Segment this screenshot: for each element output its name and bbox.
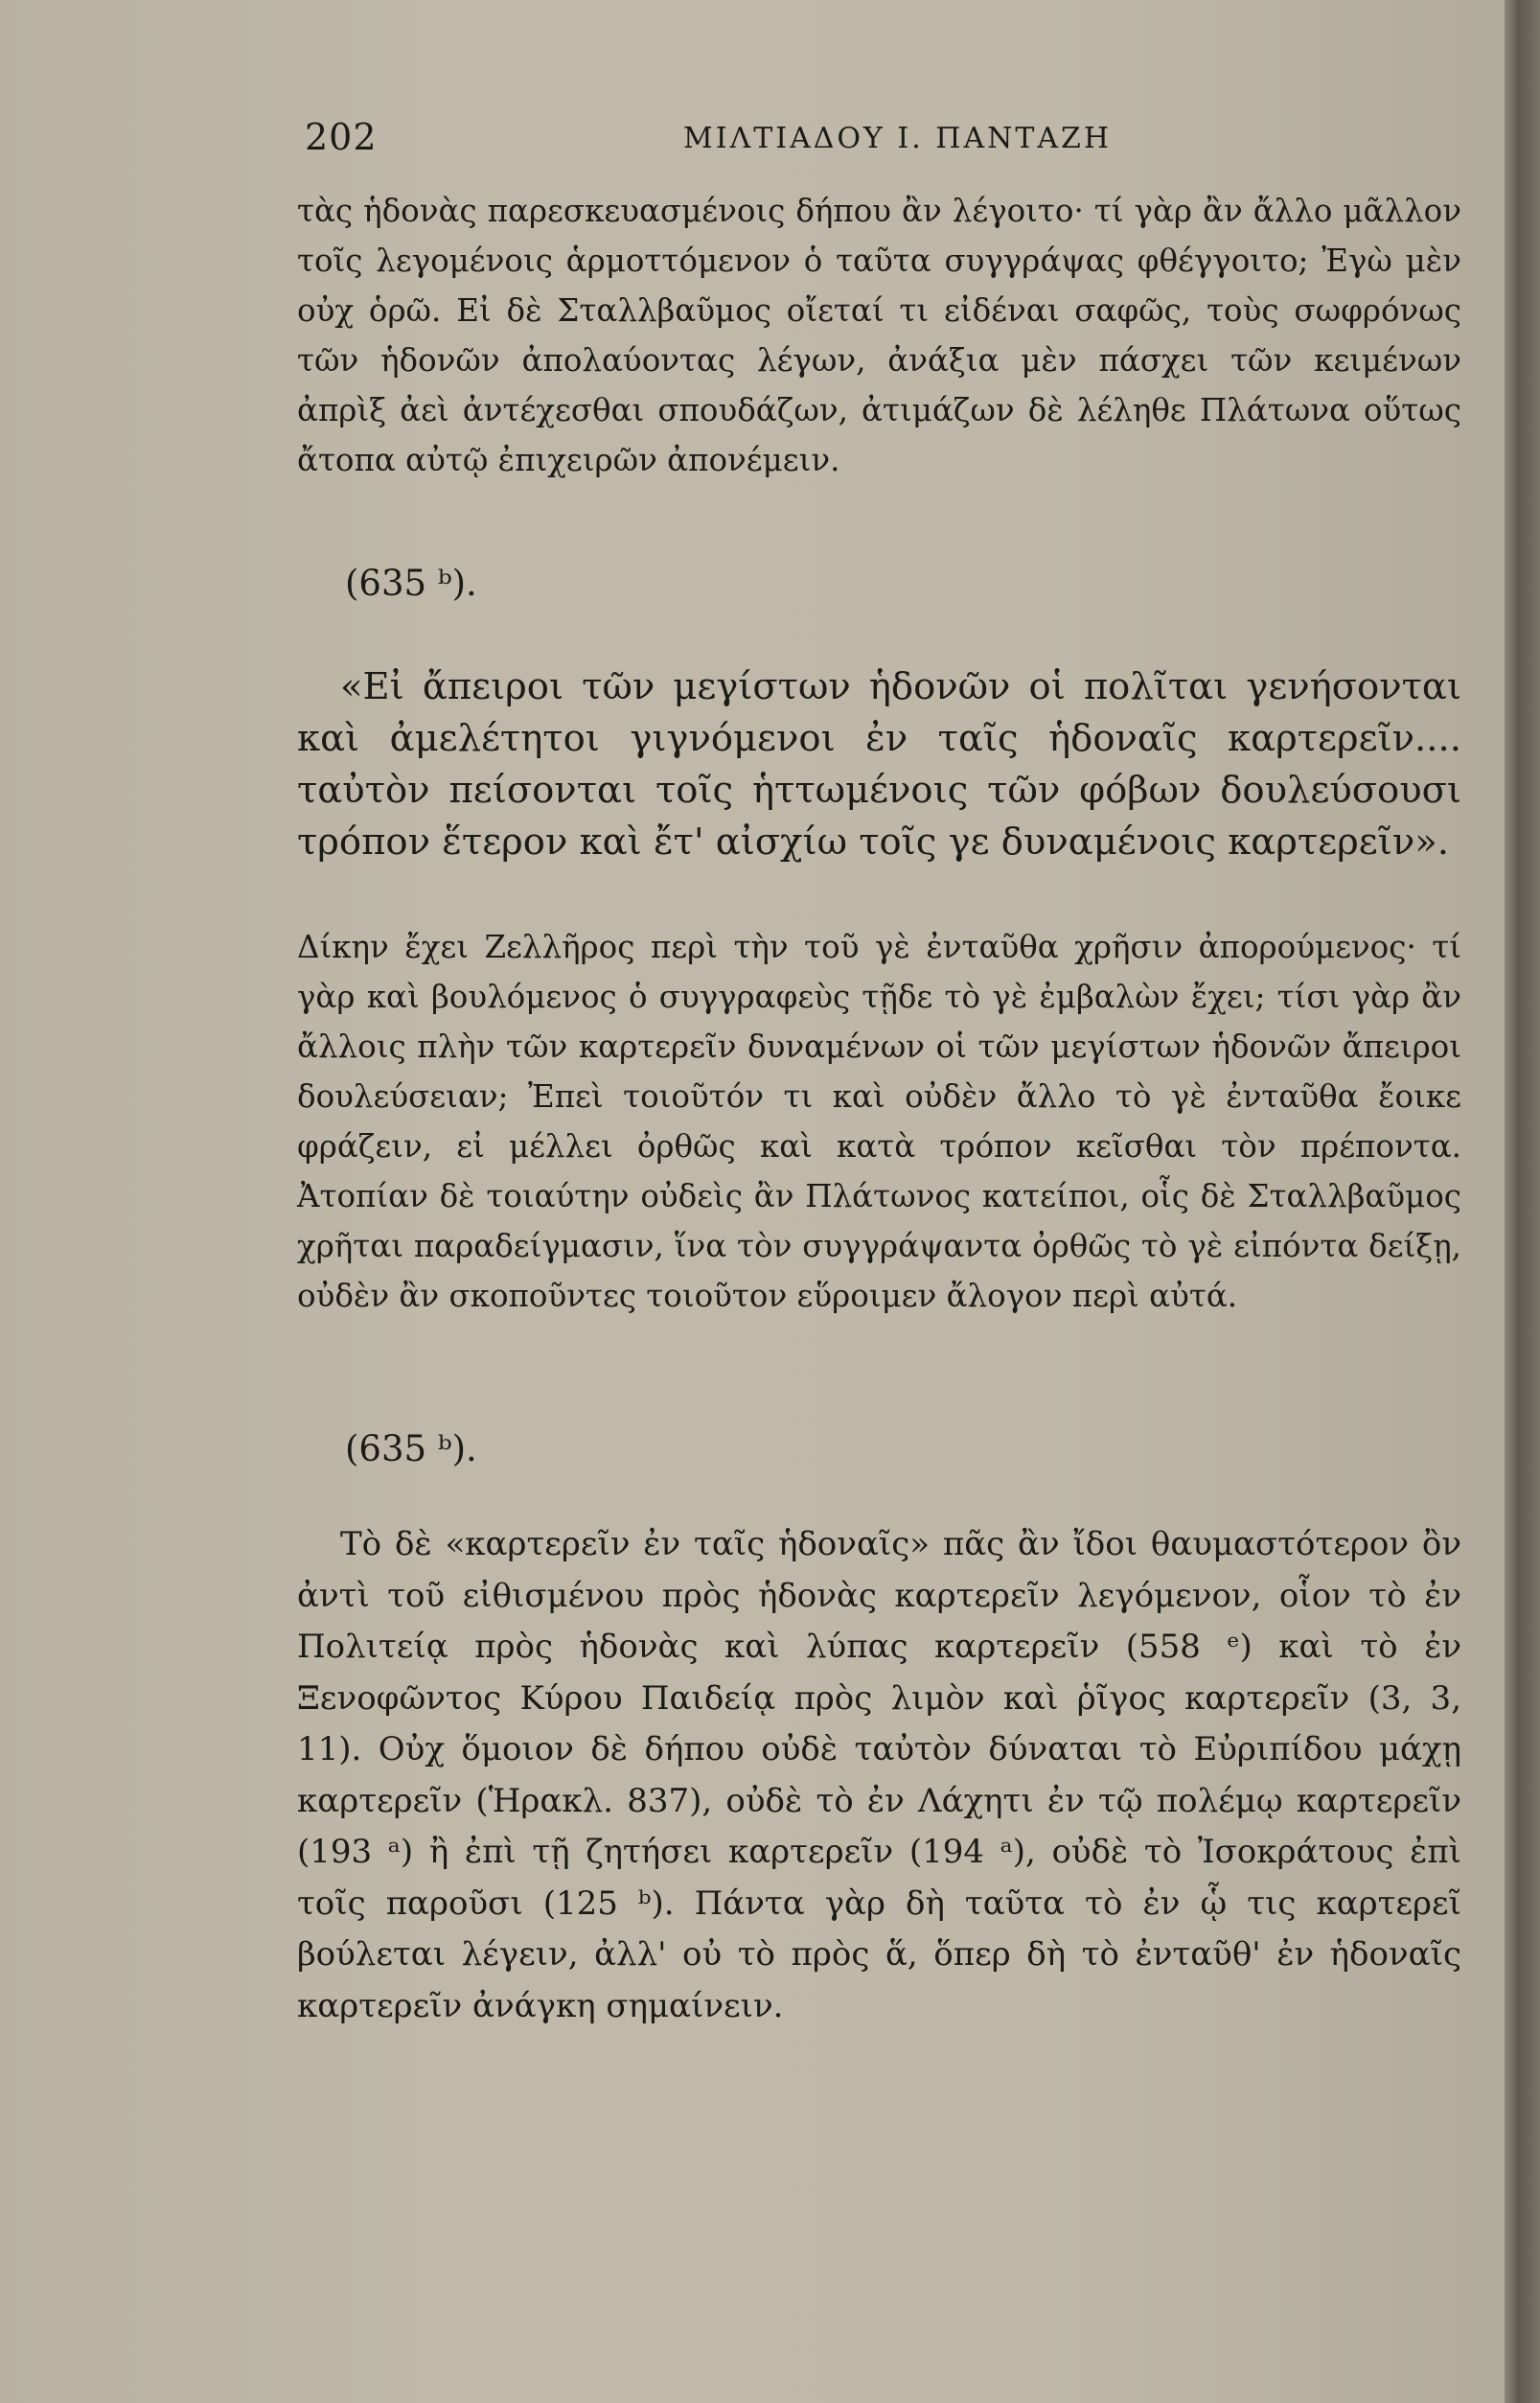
page-edge-shadow — [1505, 0, 1540, 2403]
page-number: 202 — [305, 116, 378, 158]
reference-1: (635 ᵇ). — [345, 563, 477, 604]
page-header — [305, 113, 1455, 161]
paragraph-1: τὰς ἡδονὰς παρεσκευασμένοις δήπου ἂν λέγοιτο· τί γὰρ ἂν ἄλλο μᾶλλον τοῖς λεγομένοις ἁρμοττόμενον ὁ ταῦτα συγγράψας φθέγγοιτο; Ἐγὼ μὲν οὐχ ὁρῶ. Εἰ δὲ Σταλλβαῦμος οἴεταί τι εἰδέναι σαφῶς, τοὺς σωφρόνως τῶν ἡδονῶν ἀπολαύοντας λέγων, ἀνάξια μὲν πάσχει τῶν κειμένων ἀπρὶξ ἀεὶ ἀντέχεσθαι σπουδάζων, ἀτιμάζων δὲ λέληθε Πλάτωνα οὕτως ἄτοπα αὐτῷ ἐπιχειρῶν ἀπονέμειν. — [297, 193, 1461, 478]
reference-2: (635 ᵇ). — [345, 1428, 477, 1469]
quotation: «Εἰ ἄπειροι τῶν μεγίστων ἡδονῶν οἱ πολῖται γενήσονται καὶ ἀμελέτητοι γιγνόμενοι ἐν ταῖς ἡδοναῖς καρτερεῖν.... ταὐτὸν πείσονται τοῖς ἡττωμένοις τῶν φόβων δουλεύσουσι τρόπον ἕτερον καὶ ἔτ' αἰσχίω τοῖς γε δυναμένοις καρτερεῖν». — [297, 665, 1461, 864]
paragraph-2: Δίκην ἔχει Ζελλῆρος περὶ τὴν τοῦ γὲ ἐνταῦθα χρῆσιν ἀπορούμενος· τί γὰρ καὶ βουλόμενος ὁ συγγραφεὺς τῇδε τὸ γὲ ἐμβαλὼν ἔχει; τίσι γὰρ ἂν ἄλλοις πλὴν τῶν καρτερεῖν δυναμένων οἱ τῶν μεγίστων ἡδονῶν ἄπειροι δουλεύσειαν; Ἐπεὶ τοιοῦτόν τι καὶ οὐδὲν ἄλλο τὸ γὲ ἐνταῦθα ἔοικε φράζειν, εἰ μέλλει ὀρθῶς καὶ κατὰ τρόπον κεῖσθαι τὸν πρέποντα. Ἀτοπίαν δὲ τοιαύτην οὐδεὶς ἂν Πλάτωνος κατείποι, οἷς δὲ Σταλλβαῦμος χρῆται παραδείγμασιν, ἵνα τὸν συγγράψαντα ὀρθῶς τὸ γὲ εἰπόντα δείξῃ, οὐδὲν ἂν σκοποῦντες τοιοῦτον εὕροιμεν ἄλογον περὶ αὐτά. — [297, 929, 1461, 1314]
paragraph-3: Τὸ δὲ «καρτερεῖν ἐν ταῖς ἡδοναῖς» πᾶς ἂν ἴδοι θαυμαστότερον ὂν ἀντὶ τοῦ εἰθισμένου πρὸς ἡδονὰς καρτερεῖν λεγόμενον, οἷον τὸ ἐν Πολιτείᾳ πρὸς ἡδονὰς καὶ λύπας καρτερεῖν (558 ᵉ) καὶ τὸ ἐν Ξενοφῶντος Κύρου Παιδείᾳ πρὸς λιμὸν καὶ ῥῖγος καρτερεῖν (3, 3, 11). Οὐχ ὅμοιον δὲ δήπου οὐδὲ ταὐτὸν δύναται τὸ Εὐριπίδου μάχῃ καρτερεῖν (Ἡρακλ. 837), οὐδὲ τὸ ἐν Λάχητι ἐν τῷ πολέμῳ καρτερεῖν (193 ᵃ) ἢ ἐπὶ τῇ ζητήσει καρτερεῖν (194 ᵃ), οὐδὲ τὸ Ἰσοκράτους ἐπὶ τοῖς παροῦσι (125 ᵇ). Πάντα γὰρ δὴ ταῦτα τὸ ἐν ᾧ τις καρτερεῖ βούλεται λέγειν, ἀλλ' οὐ τὸ πρὸς ἅ, ὅπερ δὴ τὸ ἐνταῦθ' ἐν ἡδοναῖς καρτερεῖν ἀνάγκη σημαίνειν. — [297, 1525, 1461, 2025]
running-head: ΜΙΛΤΙΑΔΟΥ Ι. ΠΑΝΤΑΖΗ — [683, 122, 1113, 155]
